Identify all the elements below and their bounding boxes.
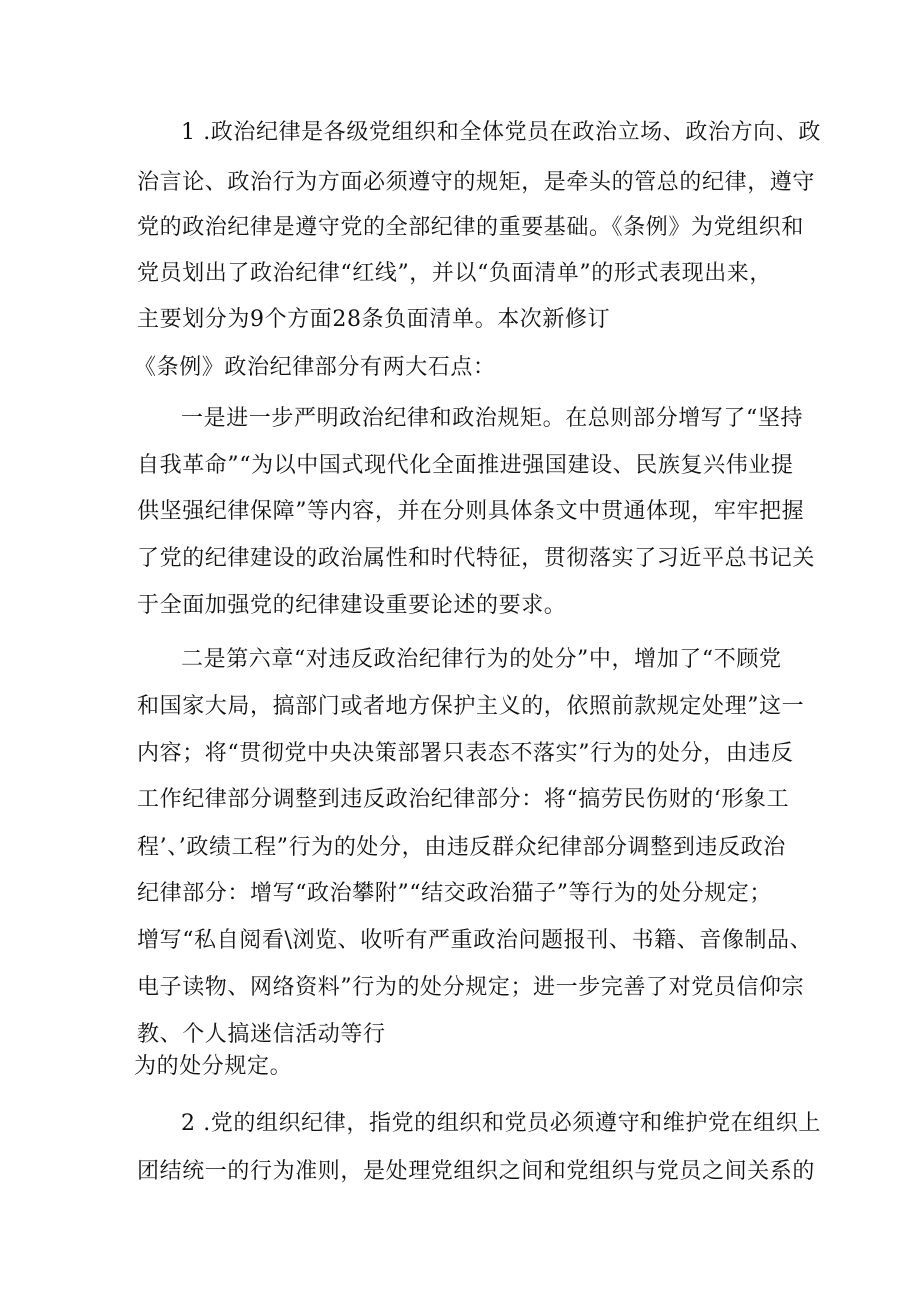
paragraph-1-line-4: 党员划出了政治纪律“红线”，并以“负面清单”的形式表现出来， <box>137 261 772 286</box>
paragraph-3-line-8: 电子读物、网络资料”行为的处分规定；进一步完善了对党员信仰宗 <box>137 975 805 1000</box>
paragraph-3-line-5: 程’、’政绩工程”行为的处分，由违反群众纪律部分调整到违反政治 <box>137 835 786 860</box>
paragraph-3-line-10: 为的处分规定。 <box>134 1054 293 1079</box>
paragraph-1-line-6: 《条例》政治纪律部分有两大石点： <box>134 355 496 380</box>
paragraph-2-line-1: 一是进一步严明政治纪律和政治规矩。在总则部分增写了“坚持 <box>181 406 804 431</box>
paragraph-2-line-2: 自我革命”“为以中国式现代化全面推进强国建设、民族复兴伟业提 <box>137 453 794 478</box>
paragraph-3-line-6: 纪律部分：增写“政治攀附”“结交政治猫子”等行为的处分规定； <box>137 881 772 906</box>
paragraph-3-line-4: 工作纪律部分调整到违反政治纪律部分：将“搞劳民伤财的‘形象工 <box>137 787 790 812</box>
paragraph-1-line-5: 主要划分为9个方面28条负面清单。本次新修订 <box>137 307 611 332</box>
paragraph-2-line-3: 供坚强纪律保障”等内容，并在分则具体条文中贯通体现，牢牢把握 <box>137 499 805 524</box>
paragraph-2-line-5: 于全面加强党的纪律建设重要论述的要求。 <box>137 593 567 618</box>
paragraph-1-line-2: 治言论、政治行为方面必须遵守的规矩，是牵头的管总的纪律，遵守 <box>137 170 816 195</box>
paragraph-2-line-4: 了党的纪律建设的政治属性和时代特征，贯彻落实了习近平总书记关 <box>137 546 816 571</box>
paragraph-3-line-1: 二是第六章“对违反政治纪律行为的处分”中，增加了“不顾党 <box>181 647 782 672</box>
paragraph-3-line-9: 教、个人搞迷信活动等行 <box>137 1022 386 1047</box>
paragraph-1-line-3: 党的政治纪律是遵守党的全部纪律的重要基础。《条例》为党组织和 <box>137 215 805 240</box>
paragraph-3-line-3: 内容；将“贯彻党中央决策部署只表态不落实”行为的处分，由违反 <box>137 741 794 766</box>
paragraph-4-line-1: 2 .党的组织纪律，指党的组织和党员必须遵守和维护党在组织上 <box>181 1111 821 1136</box>
paragraph-1-line-1: 1 .政治纪律是各级党组织和全体党员在政治立场、政治方向、政 <box>181 120 821 145</box>
paragraph-3-line-2: 和国家大局，搞部门或者地方保护主义的，依照前款规定处理”这一 <box>137 694 805 719</box>
paragraph-3-line-7: 增写“私自阅看\浏览、收听有严重政治问题报刊、书籍、音像制品、 <box>137 928 813 953</box>
paragraph-4-line-2: 团结统一的行为准则，是处理党组织之间和党组织与党员之间关系的 <box>137 1159 816 1184</box>
